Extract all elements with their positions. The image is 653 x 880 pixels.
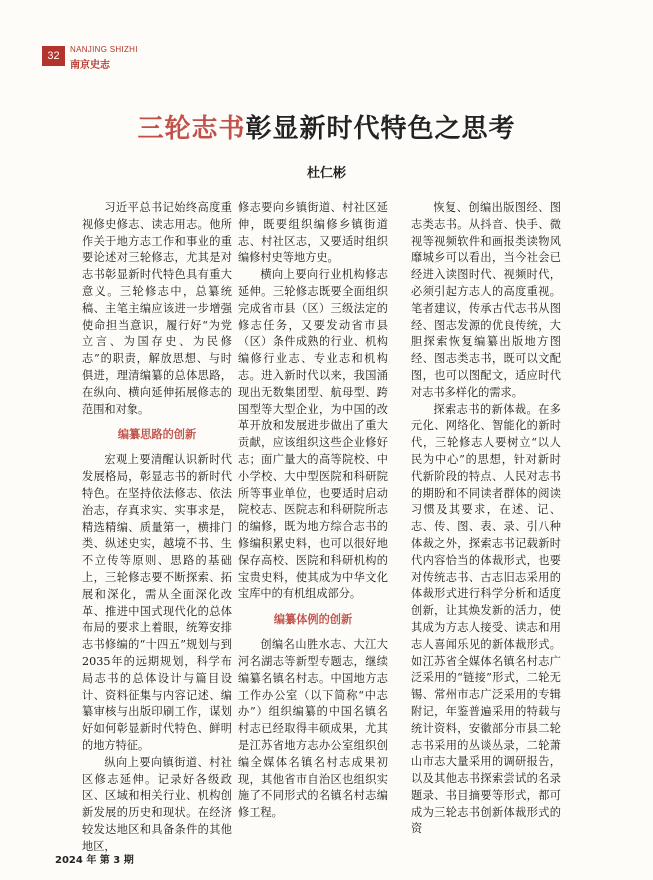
paragraph: 创编名山胜水志、大江大河名湖志等新型专题志，继续编纂名镇名村志。中国地方志工作办公室（以下简称“中志办”）组织编纂的中国名镇名村志已经取得丰硕成果，尤其是江苏省地方志办公室组织创编全媒体名镇名村志成果初现，其他省市自治区也组织实施了不同形式的名镇名村志编修工程。 — [238, 638, 388, 820]
paragraph: 修志要向乡镇街道、村社区延伸，既要组织编修乡镇街道志、村社区志，又要适时组织编修村史等地方史。 — [238, 201, 388, 265]
title-rest: 彰显新时代特色之思考 — [245, 114, 516, 144]
paragraph: 探索志书的新体裁。在多元化、网络化、智能化的新时代，三轮修志人要树立“以人民为中心”的思想，针对新时代新阶段的特点、人民对志书的期盼和不同读者群体的阅读习惯及其要求，在述、记、志、传、图、表、录、引八种体裁之外，探索志书记载新时代内容恰当的体裁形式，也要对传统志书、古志旧志采用的体裁形式进行科学分析和适度创新，让其焕发新的活力，使其成为方志人接受、读志和用志人喜闻乐见的新体裁形式。如江苏省全媒体名镇名村志广泛采用的“链接”形式，二轮无锡、常州市志广泛采用的专辑附记，年鉴普遍采用的特载与统计资料，安徽部分市县二轮志书采用的丛谈丛录，二轮萧山市志大量采用的调研报告，以及其他志书探索尝试的名录题录、书目摘要等形式，都可成为三轮志书创新体裁形式的资 — [411, 402, 561, 836]
text-column-3 — [411, 200, 561, 838]
paragraph: 纵向上要向镇街道、村社区修志延伸。记录好各级政区、区域和相关行业、机构创新发展的历史和现状。在经济较发达地区和具备条件的其他地区， — [82, 755, 232, 853]
paragraph: 横向上要向行业机构修志延伸。三轮修志既要全面组织完成省市县（区）三级法定的修志任务，又要发动省市县（区）条件成熟的行业、机构编修行业志、专业志和机构志。进入新时代以来，我国涌现出无数集团型、航母型、跨国型等大型企业，为中国的改革开放和发展进步做出了重大贡献，应该组织这些企业修好志；面广量大的高等院校、中小学校、大中型医院和科研院所等事业单位，也要适时启动院校志、医院志和科研院所志的编修，既为地方综合志书的修编积累史料，也可以很好地保存高校、医院和科研机构的宝贵史料，使其成为中华文化宝库中的有机组成部分。 — [238, 268, 388, 601]
page-header — [0, 0, 653, 72]
magazine-name-en: NANJING SHIZHI — [70, 45, 138, 54]
page-number: 32 — [42, 46, 65, 66]
article-title — [0, 108, 653, 145]
section-heading: 编纂思路的创新 — [117, 428, 197, 442]
text-column-2 — [238, 200, 388, 822]
issue-footer: 2024 年 第 3 期 — [55, 855, 134, 866]
article-author: 杜仁彬 — [306, 166, 346, 181]
section-heading: 编纂体例的创新 — [273, 613, 353, 627]
text-column-1 — [82, 200, 232, 855]
paragraph: 恢复、创编出版图经、图志类志书。从抖音、快手、微视等视频软件和画报类读物风靡城乡可以看出，当今社会已经进入读图时代、视频时代，必须引起方志人的高度重视。笔者建议，传承古代志书从图经、图志发源的优良传统，大胆探索恢复编纂出版地方图经、图志类志书，既可以文配图，也可以图配文，适应时代对志书多样化的需求。 — [411, 201, 561, 399]
magazine-name-cn: 南京史志 — [70, 60, 110, 71]
paragraph: 宏观上要清醒认识新时代发展格局，彰显志书的新时代特色。在坚持依法修志、依法治志，存真求实、实事求是，精选精编、质量第一，横排门类、纵述史实，越境不书、生不立传等原则、思路的基础上，三轮修志要不断探索、拓展和深化，需从全面深化改革、推进中国式现代化的总体布局的要求上着眼，统筹安排志书修编的“十四五”规划与到2035年的远期规划，科学布局志书的总体设计与篇目设计、资料征集与内容记述、编纂审核与出版印刷工作，谋划好如何彰显新时代特色、鲜明的地方特征。 — [82, 453, 232, 752]
title-lead: 三轮志书 — [137, 114, 246, 144]
paragraph: 习近平总书记始终高度重视修史修志、读志用志。他所作关于地方志工作和事业的重要论述对三轮修志，尤其是对志书彰显新时代特色具有重大意义。三轮修志中，总纂统稿、主笔主编应该进一步增强使命担当意识，履行好“为党立言、为国存史、为民修志”的职责，解放思想、与时俱进，理清编纂的总体思路，在纵向、横向延伸拓展修志的范围和对象。 — [82, 201, 232, 416]
